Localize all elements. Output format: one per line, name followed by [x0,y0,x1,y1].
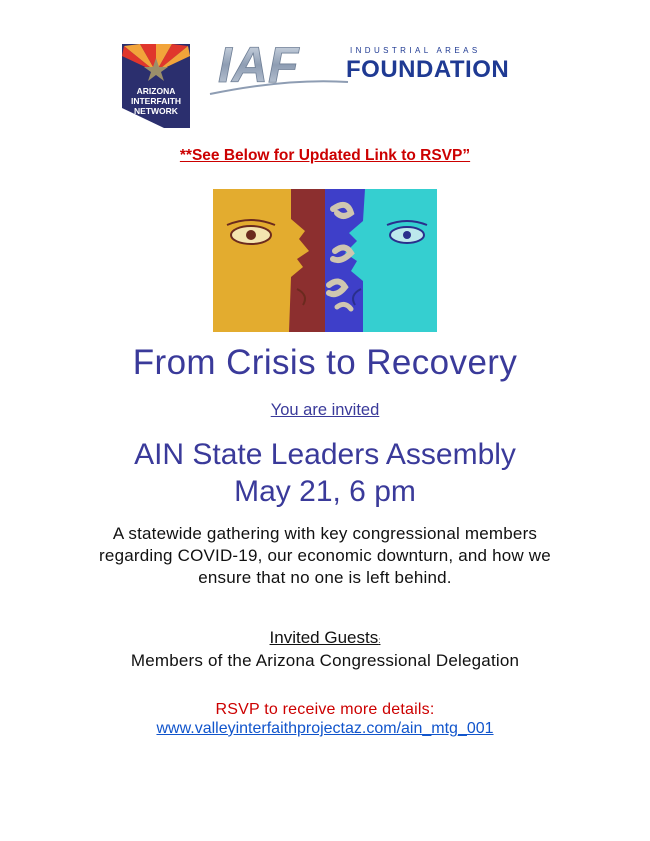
invited-guests-list: Members of the Arizona Congressional Delegation [130,651,520,670]
ain-logo-text-3: NETWORK [134,106,178,116]
rsvp-prompt: RSVP to receive more details: [215,701,435,718]
invited-guests-heading [0,628,650,648]
ain-logo-text-1: ARIZONA [136,86,176,96]
two-faces-illustration [213,189,437,332]
event-description: A statewide gathering with key congressional members regarding COVID-19, our economic downturn, and how we ensure that no one is left behind. [99,524,551,587]
invited-label: You are invited [270,401,380,419]
rsvp-link[interactable]: www.valleyinterfaithprojectaz.com/ain_mtg_001 [156,720,494,737]
iaf-foundation-text: FOUNDATION [346,56,510,83]
page-headline: From Crisis to Recovery [132,343,518,382]
iaf-industrial-areas-text: INDUSTRIAL AREAS [350,46,481,55]
arizona-interfaith-network-logo [118,42,194,130]
event-date-time: May 21, 6 pm [234,475,416,508]
event-details [0,436,650,510]
iaf-letters: IAF [218,38,299,93]
invited-guests-label: Invited Guests [269,628,379,647]
invited-guests-colon: : [378,636,381,645]
ain-logo-text-2: INTERFAITH [130,96,182,106]
updated-rsvp-notice: **See Below for Updated Link to RSVP” [179,147,471,164]
event-name: AIN State Leaders Assembly [134,438,516,471]
